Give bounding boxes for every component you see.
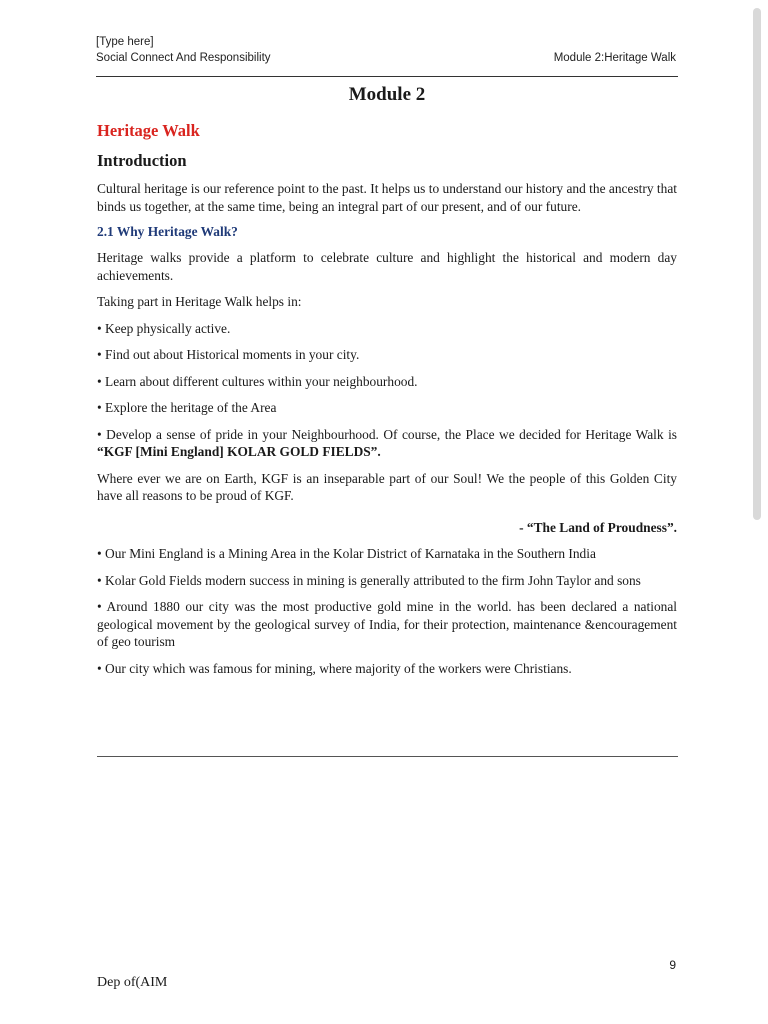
header-right-title: Module 2:Heritage Walk xyxy=(553,52,676,64)
intro-heading: Introduction xyxy=(97,151,187,170)
content-divider xyxy=(97,756,678,757)
header-placeholder: [Type here] xyxy=(96,36,154,48)
pride-bullet-text: • Develop a sense of pride in your Neighbourhood. Of course, the Place we decided for Heritage Walk is xyxy=(97,426,677,442)
kgf-name: “KGF [Mini England] KOLAR GOLD FIELDS”. xyxy=(97,444,381,459)
list-item: • Explore the heritage of the Area xyxy=(97,400,277,415)
section-title: Heritage Walk xyxy=(97,121,200,140)
list-item: • Our Mini England is a Mining Area in the Kolar District of Karnataka in the Southern India xyxy=(97,546,596,561)
subsection-title: 2.1 Why Heritage Walk? xyxy=(97,224,238,239)
footer-department: Dep of(AIM xyxy=(97,975,168,990)
earth-paragraph: Where ever we are on Earth, KGF is an inseparable part of our Soul! We the people of this Golden City have all reasons to be proud of KGF. xyxy=(97,470,677,503)
platform-paragraph: Heritage walks provide a platform to celebrate culture and highlight the historical and modern day achievements. xyxy=(97,250,677,283)
list-item: • Kolar Gold Fields modern success in mining is generally attributed to the firm John Taylor and sons xyxy=(97,572,641,588)
list-item: • Learn about different cultures within your neighbourhood. xyxy=(97,373,418,389)
list-item: • Our city which was famous for mining, where majority of the workers were Christians. xyxy=(97,660,572,676)
header-left-title: Social Connect And Responsibility xyxy=(96,52,271,64)
list-item: • Keep physically active. xyxy=(97,320,231,336)
pride-bullet xyxy=(97,426,677,461)
scrollbar[interactable] xyxy=(753,8,761,520)
list-item: • Around 1880 our city was the most productive gold mine in the world. has been declared a national geological movement by the geological survey of India, for their protection, maintenance &encouragement of geo tourism xyxy=(97,599,677,649)
quote-line: - “The Land of Proudness”. xyxy=(519,519,677,535)
header-divider xyxy=(96,76,678,77)
list-item: • Find out about Historical moments in your city. xyxy=(97,347,360,362)
page-number: 9 xyxy=(669,958,676,972)
taking-part-paragraph: Taking part in Heritage Walk helps in: xyxy=(97,294,302,309)
page-content xyxy=(97,84,677,677)
running-header xyxy=(96,52,676,64)
module-title: Module 2 xyxy=(348,84,426,105)
intro-paragraph: Cultural heritage is our reference point to the past. It helps us to understand our history and the ancestry that binds us together, at the same time, being an integral part of our present, and of our future. xyxy=(97,181,677,214)
